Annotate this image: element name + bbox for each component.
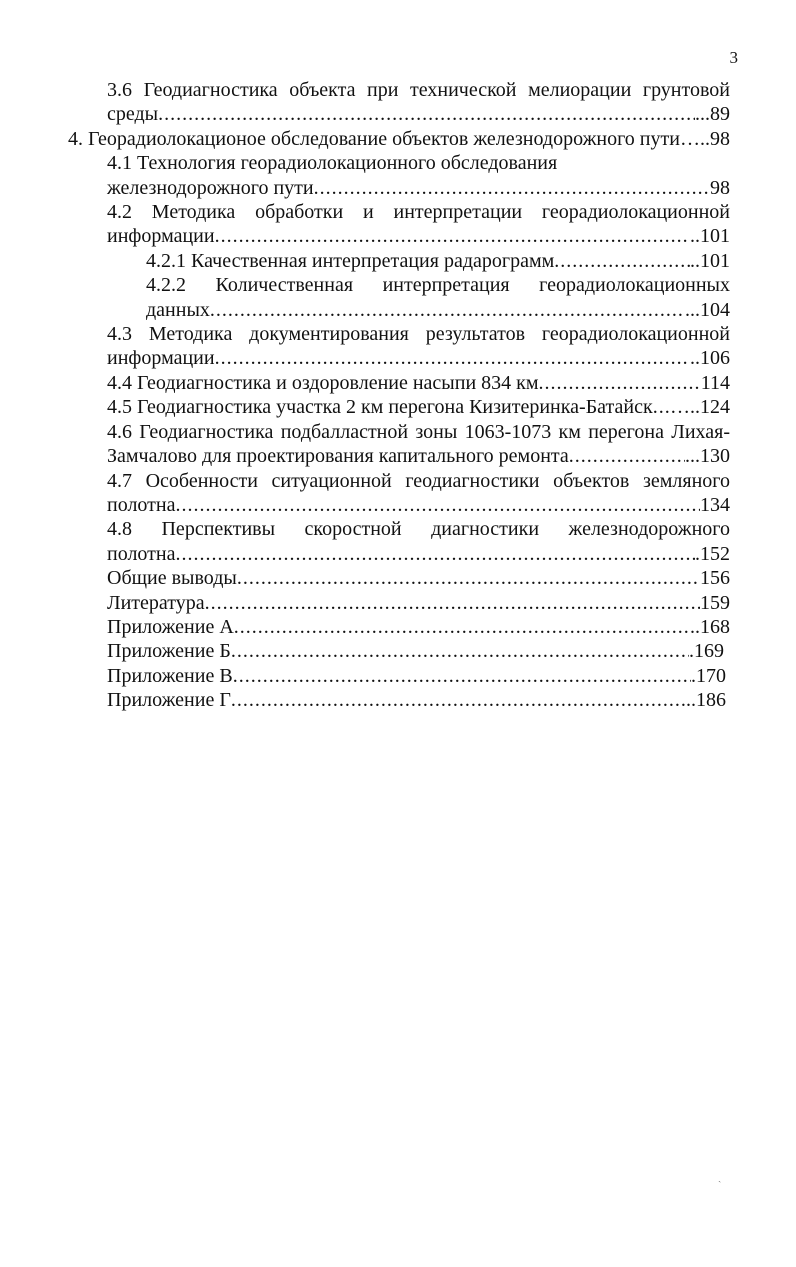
page-number: 3	[729, 48, 738, 67]
toc-entry-4-2[interactable]	[107, 200, 730, 249]
toc-page-number: 159	[700, 591, 730, 614]
toc-entry-title: полотна	[107, 493, 176, 516]
toc-page-number: ...89	[695, 103, 730, 126]
toc-page-number: …..124	[670, 396, 730, 419]
toc-entry-title: 4.4 Геодиагностика и оздоровление насыпи 834 км	[107, 371, 539, 394]
toc-page-number: ..101	[690, 249, 730, 272]
dot-leader	[215, 224, 690, 248]
toc-entry-title-line: 4.3 Методика документирования результатов георадиолокационной	[107, 323, 730, 346]
toc-page-number: .152	[695, 542, 730, 565]
toc-entry-title: 4. Георадиолокационое обследование объектов железнодорожного пути	[68, 127, 680, 150]
dot-leader	[233, 664, 691, 688]
toc-page-number: ..106	[690, 347, 730, 370]
toc-entry-4-8[interactable]	[107, 517, 730, 566]
toc-page-number: .169	[689, 640, 724, 663]
toc-page-number: ...130	[685, 445, 730, 468]
toc-page-number: 114	[700, 371, 730, 394]
dot-leader	[234, 615, 690, 639]
dot-leader	[569, 444, 685, 468]
dot-leader	[231, 688, 686, 712]
toc-entry-title: Литература	[107, 591, 205, 614]
toc-entry-title: информации	[107, 347, 215, 370]
table-of-contents	[0, 78, 796, 713]
toc-entry-3-6[interactable]	[107, 78, 730, 127]
toc-entry-appendix-v[interactable]	[107, 664, 726, 688]
dot-leader	[205, 591, 700, 615]
toc-entry-title: среды	[107, 103, 159, 126]
dot-leader	[653, 395, 670, 419]
toc-entry-title: информации	[107, 225, 215, 248]
dot-leader	[158, 102, 695, 126]
dot-leader	[210, 298, 685, 322]
toc-entry-title-line: 4.7 Особенности ситуационной геодиагностики объектов земляного	[107, 469, 730, 492]
toc-entry-4-7[interactable]	[107, 469, 730, 518]
toc-entry-4-1[interactable]	[107, 151, 730, 200]
toc-page-number: 156	[700, 567, 730, 590]
dot-leader	[175, 493, 700, 517]
toc-entry-title-line: 4.1 Технология георадиолокационного обследования	[107, 152, 558, 175]
toc-entry-4-4[interactable]	[107, 371, 730, 395]
toc-page-number: .170	[691, 664, 726, 687]
toc-entry-4-2-2[interactable]	[146, 273, 730, 322]
toc-entry-title: Приложение А	[107, 615, 234, 638]
toc-page-number: 134	[700, 493, 730, 516]
toc-entry-title-line: 4.2.2 Количественная интерпретация георадиолокационных	[146, 274, 730, 297]
dot-leader	[539, 371, 701, 395]
toc-entry-title: полотна	[107, 542, 176, 565]
dot-leader	[314, 176, 710, 200]
toc-entry-conclusions[interactable]	[107, 566, 730, 590]
toc-entry-title: 4.5 Геодиагностика участка 2 км перегона Кизитеринка-Батайск	[107, 396, 653, 419]
toc-page-number: ...104	[685, 298, 730, 321]
toc-entry-appendix-g[interactable]	[107, 688, 726, 712]
toc-entry-appendix-b[interactable]	[107, 639, 724, 663]
toc-entry-title: Приложение Г	[107, 689, 231, 712]
toc-entry-literature[interactable]	[107, 591, 730, 615]
toc-entry-4[interactable]	[68, 127, 730, 151]
toc-entry-title-line: 4.2 Методика обработки и интерпретации георадиолокационной	[107, 201, 730, 224]
toc-entry-title: Приложение В	[107, 664, 233, 687]
toc-page-number: ..168	[690, 615, 730, 638]
toc-entry-title: железнодорожного пути	[107, 176, 314, 199]
toc-entry-title: 4.2.1 Качественная интерпретация радарограмм	[146, 249, 555, 272]
toc-page-number: ..186	[686, 689, 726, 712]
toc-entry-title: данных	[146, 298, 210, 321]
toc-entry-title-line: 3.6 Геодиагностика объекта при технической мелиорации грунтовой	[107, 79, 730, 101]
toc-entry-4-2-1[interactable]	[146, 249, 730, 273]
toc-entry-4-3[interactable]	[107, 322, 730, 371]
dot-leader	[175, 542, 695, 566]
toc-entry-appendix-a[interactable]	[107, 615, 730, 639]
toc-page-number: ..101	[690, 225, 730, 248]
toc-entry-4-5[interactable]	[107, 395, 730, 419]
toc-entry-title: Приложение Б	[107, 640, 231, 663]
toc-entry-title-line: 4.8 Перспективы скоростной диагностики железнодорожного	[107, 518, 730, 541]
toc-entry-title: Общие выводы	[107, 567, 237, 590]
dot-leader	[231, 639, 689, 663]
toc-page-number: 98	[710, 176, 730, 199]
toc-page-number: …..98	[680, 127, 730, 150]
toc-entry-title-line: 4.6 Геодиагностика подбалластной зоны 1063-1073 км перегона Лихая-	[107, 420, 730, 443]
toc-entry-4-6[interactable]	[107, 420, 730, 469]
dot-leader	[237, 566, 700, 590]
dot-leader	[554, 249, 690, 273]
scan-speck: ˏ	[718, 1172, 722, 1183]
toc-entry-title: Замчалово для проектирования капитального ремонта	[107, 445, 569, 468]
dot-leader	[215, 346, 690, 370]
